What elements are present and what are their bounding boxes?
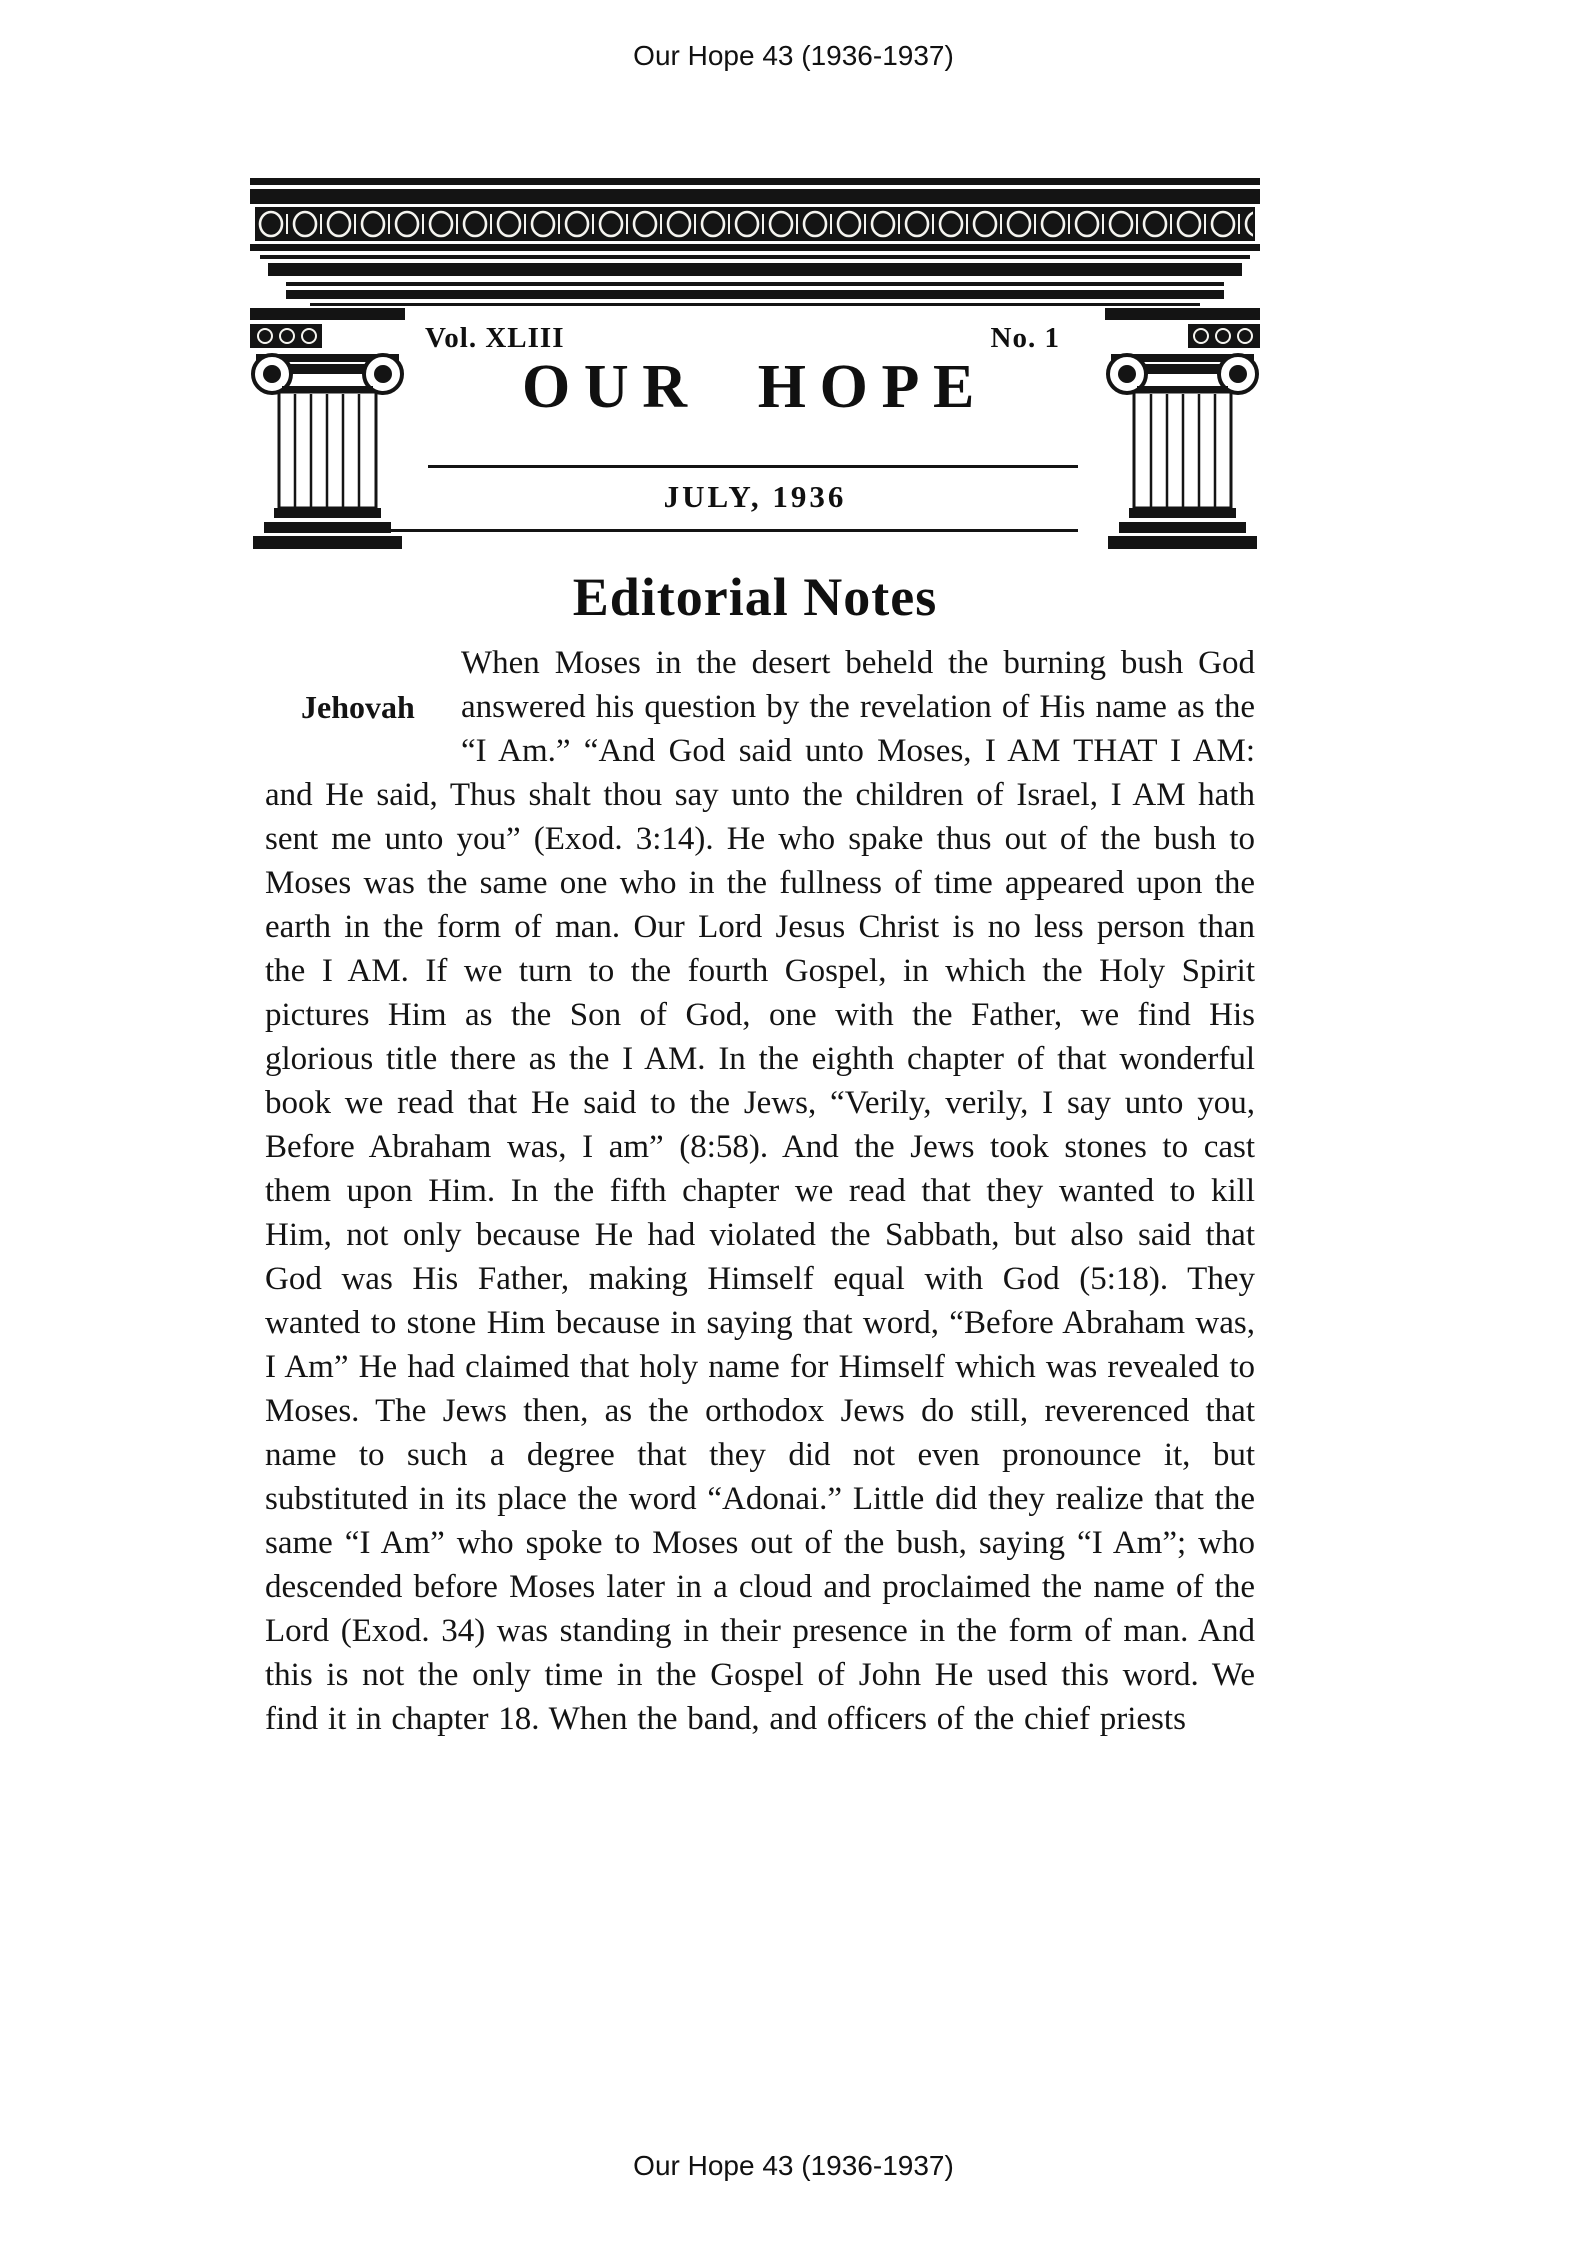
issue-date: JULY, 1936 bbox=[663, 479, 847, 514]
article-heading: Editorial Notes bbox=[572, 567, 938, 627]
sidenote-container bbox=[265, 641, 461, 773]
entablature-ornament bbox=[250, 178, 1260, 306]
issue-number-label: No. 1 bbox=[990, 322, 1060, 354]
masthead bbox=[250, 178, 1260, 560]
article-body bbox=[265, 641, 1255, 1741]
volume-label: Vol. XLIII bbox=[425, 322, 565, 354]
page-content bbox=[250, 178, 1260, 1741]
masthead-rule-top bbox=[428, 465, 1078, 468]
running-footer: Our Hope 43 (1936-1937) bbox=[633, 2150, 954, 2181]
paragraph-text: When Moses in the desert beheld the burning bush God answered his question by the revelation of His name as the “I Am.” “And God said unto Moses, I AM THAT I AM: and He said, Thus shalt thou say unto the children of Israel, I AM hath sent me unto you” (Exod. 3:14). He who spake thus out of the bush to Moses was the same one who in the fullness of time appeared upon the earth in the form of man. Our Lord Jesus Christ is no less person than the I AM. If we turn to the fourth Gospel, in which the Holy Spirit pictures Him as the Son of God, one with the Father, we find His glorious title there as the I AM. In the eighth chapter of that wonderful book we read that He said to the Jews, “Verily, verily, I say unto you, Before Abraham was, I am” (8:58). And the Jews took stones to cast them upon Him. In the fifth chapter we read that they wanted to kill Him, not only because He had violated the Sabbath, but also said that God was His Father, making Himself equal with God (5:18). They wanted to stone Him because in saying that word, “Before Abraham was, I Am” He had claimed that holy name for Himself which was revealed to Moses. The Jews then, as the orthodox Jews do still, reverenced that name to such a degree that they did not even pronounce it, but substituted in its place the word “Adonai.” Little did they realize that the same “I Am” who spoke to Moses out of the bush, saying “I Am”; who descended before Moses later in a cloud and proclaimed the name of the Lord (Exod. 34) was standing in their presence in the form of man. And this is not the only time in the Gospel of John He used this word. We find it in chapter 18. When the band, and officers of the chief priests bbox=[265, 645, 1255, 1738]
sidenote-label: Jehovah bbox=[301, 689, 415, 726]
masthead-rule-bottom bbox=[302, 529, 1078, 532]
running-header: Our Hope 43 (1936-1937) bbox=[633, 40, 954, 71]
magazine-title: OUR HOPE bbox=[522, 353, 988, 421]
